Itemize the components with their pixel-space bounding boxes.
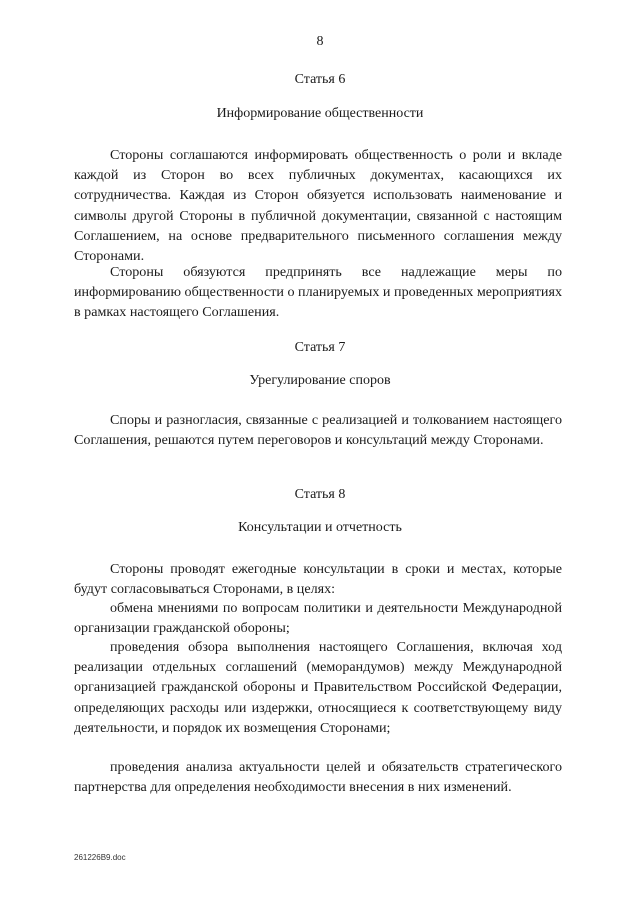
article-7-paragraph-1: Споры и разногласия, связанные с реализацией и толкованием настоящего Соглашения, решаются путем переговоров и консультаций между Сторонами. (74, 412, 562, 449)
article-6-heading: Информирование общественности (216, 106, 424, 121)
article-6-title: Статья 6 (294, 72, 346, 87)
article-8-paragraph-1: Стороны проводят ежегодные консультации в сроки и местах, которые будут согласовываться Сторонами, в целях: (74, 561, 562, 598)
article-8-heading: Консультации и отчетность (238, 520, 402, 535)
article-6-paragraph-2: Стороны обязуются предпринять все надлежащие меры по информированию общественности о планируемых и проведенных мероприятиях в рамках настоящего Соглашения. (74, 264, 562, 321)
article-8-title: Статья 8 (294, 487, 346, 502)
article-8-item-2: проведения обзора выполнения настоящего Соглашения, включая ход реализации отдельных соглашений (меморандумов) между Международной организацией гражданской обороны и Правительством Российской Федерации, определяющих расходы или издержки, относящиеся к соответствующему виду деятельности, и порядок их возмещения Сторонами; (74, 639, 562, 736)
article-6-paragraph-1: Стороны соглашаются информировать общественность о роли и вкладе каждой из Сторон во всех публичных документах, касающихся их сотрудничества. Каждая из Сторон обязуется использовать наименование и символы другой Стороны в публичной документации, связанной с настоящим Соглашением, на основе предварительного письменного соглашения между Сторонами. (74, 147, 562, 265)
article-8-item-3: проведения анализа актуальности целей и обязательств стратегического партнерства для определения необходимости внесения в них изменений. (74, 759, 562, 796)
article-7-heading: Урегулирование споров (249, 373, 391, 388)
document-filename: 261226В9.doc (74, 853, 126, 862)
article-8-item-1: обмена мнениями по вопросам политики и деятельности Международной организации гражданской обороны; (74, 600, 562, 637)
article-7-title: Статья 7 (294, 340, 346, 355)
page-number: 8 (316, 34, 324, 49)
